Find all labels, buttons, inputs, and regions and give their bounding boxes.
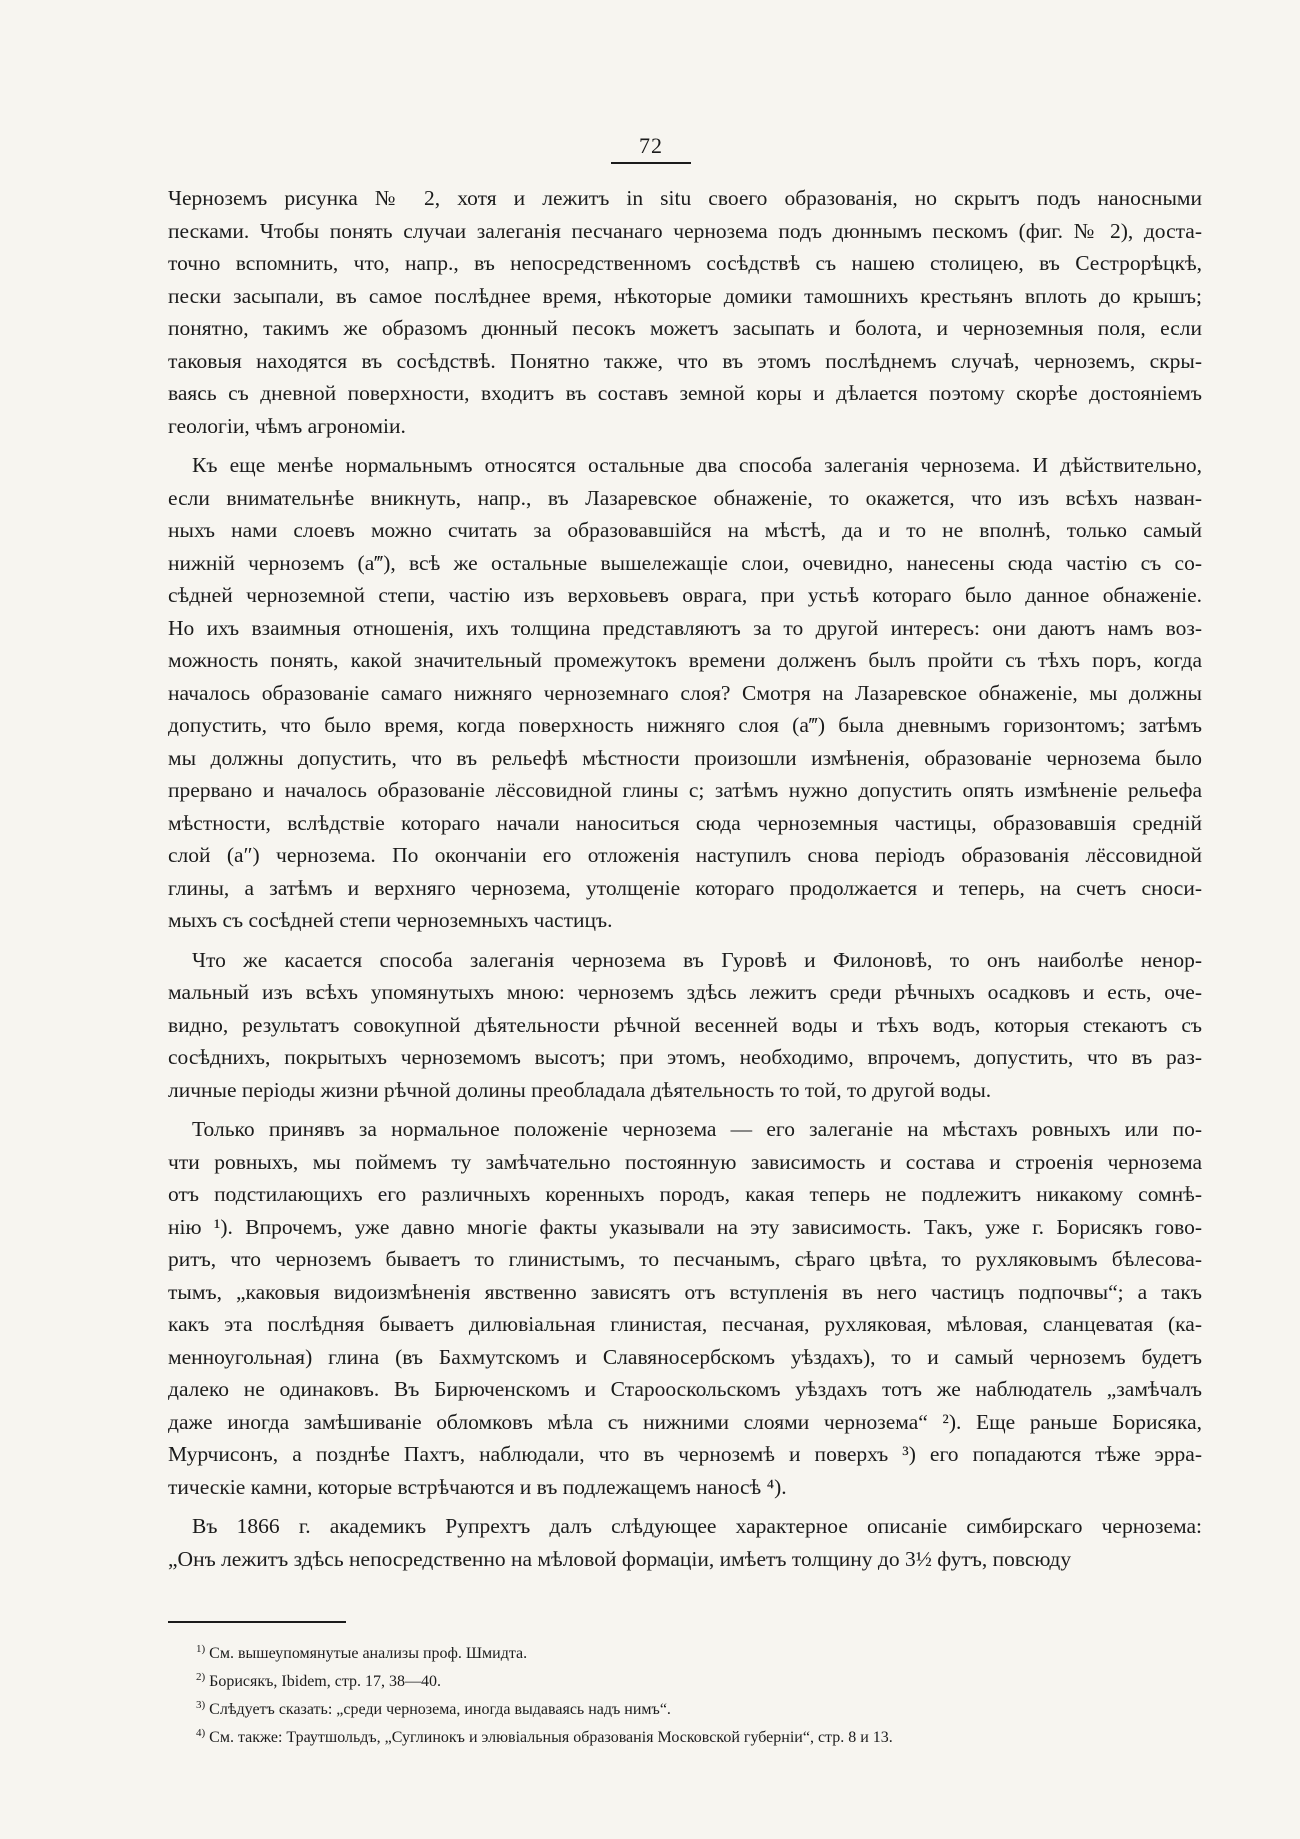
text-line: видно, результатъ совокупной дѣятельности рѣчной весенней воды и тѣхъ водъ, которыя стекаютъ съ (168, 1012, 1202, 1037)
footnote (196, 1668, 1196, 1696)
text-line: „Онъ лежитъ здѣсь непосредственно на мѣловой формаціи, имѣетъ толщину до 3½ футъ, повсюду (168, 1546, 1072, 1571)
text-line: пески засыпали, въ самое послѣднее время, нѣкоторые домики тамошнихъ крестьянъ вплоть до крышъ; (168, 283, 1202, 308)
text-line: началось образованіе самаго нижняго черноземнаго слоя? Смотря на Лазаревское обнаженіе, мы должны (168, 680, 1202, 705)
footnote (196, 1696, 1196, 1724)
text-line: мы должны допустить, что въ рельефѣ мѣстности произошли измѣненія, образованіе чернозема было (168, 745, 1202, 770)
text-line: отъ подстилающихъ его различныхъ коренныхъ породъ, какая теперь не подлежитъ никакому сомнѣ- (168, 1182, 1202, 1206)
text-line: ваясь съ дневной поверхности, входитъ въ составъ земной коры и дѣлается поэтому скорѣе достояніемъ (168, 381, 1202, 405)
text-line: личные періоды жизни рѣчной долины преобладала дѣятельность то той, то другой воды. (168, 1077, 992, 1102)
footnotes (196, 1640, 1196, 1752)
footnote-text: Слѣдуетъ сказать: „среди чернозема, иногда выдаваясь надъ нимъ“. (209, 1701, 671, 1718)
paragraph (168, 449, 1202, 937)
footnote-text: Борисякъ, Ibidem, стр. 17, 38—40. (209, 1673, 442, 1690)
paragraph-gap (168, 442, 1202, 449)
text-line: Къ еще менѣе нормальнымъ относятся остальные два способа залеганія чернозема. И дѣйствительно, (192, 453, 1202, 477)
text-line: нижній черноземъ (a‴), всѣ же остальные вышележащіе слои, очевидно, нанесены сюда частію съ со- (168, 550, 1202, 575)
text-line: ритъ, что черноземъ бываетъ то глинистымъ, то песчанымъ, сѣраго цвѣта, то рухляковымъ бѣлесова- (168, 1247, 1202, 1271)
text-line: песками. Чтобы понять случаи залеганія песчанаго чернозема подъ дюннымъ пескомъ (фиг. № 2), доста- (168, 218, 1202, 243)
text-line: Только принявъ за нормальное положеніе чернозема — его залеганіе на мѣстахъ ровныхъ или по- (192, 1117, 1202, 1141)
text-line: таковыя находятся въ сосѣдствѣ. Понятно также, что въ этомъ послѣднемъ случаѣ, черноземъ, скры- (168, 348, 1202, 373)
paragraph (168, 944, 1202, 1107)
paragraph-gap (168, 937, 1202, 944)
text-line: тымъ, „каковыя видоизмѣненія явственно зависятъ отъ вступленія въ него частицъ подпочвы“; а такъ (168, 1279, 1202, 1304)
footnote-mark: 4) (196, 1726, 206, 1739)
paragraph-gap (168, 1106, 1202, 1113)
text-line: какъ эта послѣдняя бываетъ дилювіальная глинистая, песчаная, рухляковая, мѣловая, сланцеватая (ка- (168, 1312, 1202, 1336)
text-line: глины, а затѣмъ и верхняго чернозема, утолщеніе котораго продолжается и теперь, на счетъ сноси- (168, 875, 1202, 900)
text-line: Что же касается способа залеганія чернозема въ Гуровѣ и Филоновѣ, то онъ наиболѣе ненор- (192, 947, 1202, 972)
body-text (168, 182, 1202, 1575)
paragraph (168, 1510, 1202, 1575)
text-line: чти ровныхъ, мы поймемъ ту замѣчательно постоянную зависимость и состава и строенія чернозема (168, 1149, 1202, 1174)
footnote-text: См. вышеупомянутые анализы проф. Шмидта. (209, 1645, 528, 1662)
text-line: мѣстности, вслѣдствіе котораго начали наноситься сюда черноземныя частицы, образовавшія средній (168, 810, 1202, 835)
paragraph (168, 182, 1202, 442)
page-number-underline (611, 162, 691, 164)
paragraph (168, 1113, 1202, 1503)
text-line: понятно, такимъ же образомъ дюнный песокъ можетъ засыпать и болота, и черноземныя поля, если (168, 316, 1202, 340)
text-line: слой (a″) чернозема. По окончаніи его отложенія наступилъ снова періодъ образованія лёссовидной (168, 843, 1202, 867)
footnote (196, 1724, 1196, 1752)
text-line: нію ¹). Впрочемъ, уже давно многіе факты указывали на эту зависимость. Такъ, уже г. Борисякъ гово- (168, 1214, 1202, 1239)
text-line: мыхъ съ сосѣдней степи черноземныхъ частицъ. (168, 908, 613, 932)
footnote-text: См. также: Траутшольдъ, „Суглинокъ и элювіальныя образованія Московской губерніи“, стр. 8 и 13. (209, 1729, 893, 1746)
text-line: менноугольная) глина (въ Бахмутскомъ и Славяносербскомъ уѣздахъ), то и самый черноземъ будетъ (168, 1344, 1202, 1369)
footnote-mark: 2) (196, 1670, 206, 1683)
text-line: прервано и началось образованіе лёссовидной глины c; затѣмъ нужно допустить опять измѣненіе рельефа (168, 778, 1202, 802)
text-line: сѣдней черноземной степи, частію изъ верховьевъ оврага, при устьѣ котораго было данное обнаженіе. (168, 583, 1202, 607)
footnote-separator (168, 1621, 346, 1623)
text-line: далеко не одинаковъ. Въ Бирюченскомъ и Старооскольскомъ уѣздахъ тотъ же наблюдатель „замѣчалъ (168, 1377, 1202, 1401)
footnote (196, 1640, 1196, 1668)
text-line: мальный изъ всѣхъ упомянутыхъ мною: черноземъ здѣсь лежитъ среди рѣчныхъ осадковъ и есть, оче- (168, 980, 1202, 1004)
text-line: даже иногда замѣшиваніе обломковъ мѣла съ нижними слоями чернозема“ ²). Еще раньше Борисяка, (168, 1409, 1202, 1434)
text-line: тическіе камни, которые встрѣчаются и въ подлежащемъ наносѣ ⁴). (168, 1474, 787, 1499)
text-line: если внимательнѣе вникнуть, напр., въ Лазаревское обнаженіе, то окажется, что изъ всѣхъ назван- (168, 485, 1202, 510)
paragraph-gap (168, 1503, 1202, 1510)
text-line: можность понять, какой значительный промежутокъ времени долженъ былъ пройти съ тѣхъ поръ, когда (168, 648, 1202, 672)
text-line: Въ 1866 г. академикъ Рупрехтъ далъ слѣдующее характерное описаніе симбирскаго чернозема: (192, 1514, 1202, 1538)
text-line: Черноземъ рисунка № 2, хотя и лежитъ in situ своего образованія, но скрытъ подъ наносными (168, 186, 1202, 210)
page-number: 72 (639, 133, 663, 158)
text-line: геологіи, чѣмъ агрономіи. (168, 413, 406, 438)
text-line: сосѣднихъ, покрытыхъ черноземомъ высотъ; при этомъ, необходимо, впрочемъ, допустить, что въ раз- (168, 1045, 1202, 1069)
text-line: ныхъ нами слоевъ можно считать за образовавшійся на мѣстѣ, да и то не вполнѣ, только самый (168, 518, 1202, 542)
footnote-mark: 1) (196, 1642, 206, 1655)
text-line: Но ихъ взаимныя отношенія, ихъ толщина представляютъ за то другой интересъ: они даютъ намъ воз- (168, 615, 1202, 640)
text-line: точно вспомнить, что, напр., въ непосредственномъ сосѣдствѣ съ нашею столицею, въ Сестрорѣцкѣ, (168, 251, 1202, 275)
text-line: Мурчисонъ, а позднѣе Пахтъ, наблюдали, что въ черноземѣ и поверхъ ³) его попадаются тѣже эрра- (168, 1442, 1202, 1466)
text-line: допустить, что было время, когда поверхность нижняго слоя (a‴) была дневнымъ горизонтомъ; затѣмъ (168, 713, 1202, 737)
footnote-mark: 3) (196, 1698, 206, 1711)
